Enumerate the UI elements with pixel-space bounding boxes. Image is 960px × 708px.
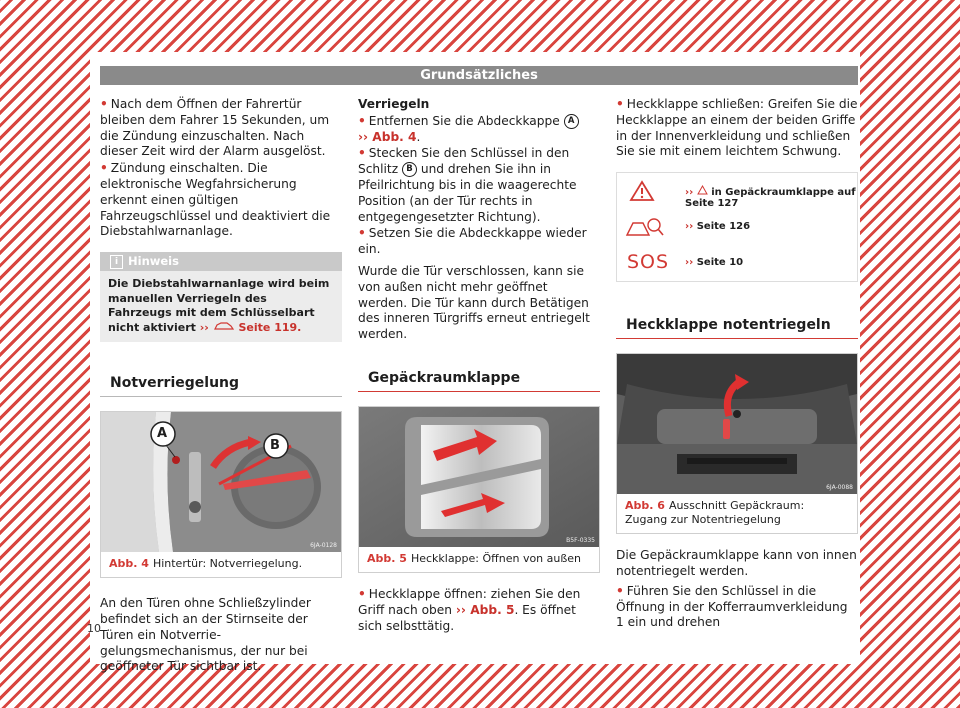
figure-marker-b: B <box>270 438 280 454</box>
warning-triangle-icon <box>697 185 708 195</box>
page-reference-link[interactable]: in Gepäckraumklappe auf Seite 127 <box>685 187 856 210</box>
hinweis-box <box>100 252 342 342</box>
figure-caption: Abb. 5 Heckklappe: Öffnen von außen <box>367 551 582 565</box>
figure-4 <box>100 411 342 578</box>
step-item: • Stecken Sie den Schlüssel in den Schlitz B und drehen Sie ihn in Pfeilrichtung bis in die waagerechte Position (an der Tür rechts in entgegengesetzter Richtung). <box>358 146 577 224</box>
paragraph: Wurde die Tür verschlossen, kann sie von außen nicht mehr geöffnet werden. Die Tür kann durch Betätigen des inneren Türgriffs erneut entriegelt werden. <box>358 263 590 342</box>
bullet-item: • Führen Sie den Schlüssel in die Öffnung in der Kofferraumverkleidung 1 ein und drehen <box>616 583 848 630</box>
warning-triangle-icon <box>629 180 655 202</box>
bullet-item: • Heckklappe schließen: Greifen Sie die Heckklappe an einem der beiden Griffe in der Innenverkleidung und schließen Sie sie mit einem leichtem Schwung. <box>616 97 858 159</box>
marker-b: B <box>402 162 417 177</box>
figure-caption: Abb. 4 Hintertür: Notverriegelung. <box>109 557 303 571</box>
door-lock-image: 6JA-0128 A B <box>101 412 341 552</box>
figure-marker-a: A <box>157 426 168 442</box>
paragraph: An den Türen ohne Schließzylinder befindet sich an der Stirnseite der Türen ein Notverriegelungsmechanismus, der nur bei geöffneter Tür sichtbar ist. <box>100 596 311 674</box>
page-number: 10 <box>87 622 101 635</box>
trunk-image: 6JA-0088 <box>617 354 857 494</box>
page-reference-link[interactable]: Seite 119. <box>238 320 302 334</box>
warning-reference: ›› in Gepäckraumklappe auf Seite 127 <box>617 173 857 209</box>
page-header: Grundsätzliches <box>100 66 858 85</box>
environment-reference: ›› Seite 126 <box>617 209 857 245</box>
section-title-notentriegeln: Heckklappe notentriegeln <box>616 317 858 339</box>
hinweis-text: Die Diebstahlwarnanlage wird beim manuellen Verriegeln des Fahrzeugs mit dem Schlüsselbart nicht aktiviert ›› Seite 119. <box>108 277 330 334</box>
figure-reference-link[interactable]: ›› Abb. 4 <box>358 129 417 144</box>
figure-6 <box>616 353 858 534</box>
section-title-notverriegelung: Notverriegelung <box>100 375 342 397</box>
section-title-gepaeckraumklappe: Gepäckraumklappe <box>358 370 600 392</box>
car-icon <box>213 321 235 331</box>
bullet-item: • Zündung einschalten. Die elektronische Wegfahrsicherung erkennt einen gültigen Fahrzeugschlüssel und deaktiviert die Diebstahlwarnanlage. <box>100 161 331 239</box>
seat-logo-image: B5F-0335 <box>359 407 599 547</box>
sos-icon: SOS <box>627 251 670 274</box>
sos-reference: SOS ›› Seite 10 <box>627 251 744 274</box>
reference-box <box>616 172 858 282</box>
info-icon: i <box>110 255 123 269</box>
page-reference-link[interactable]: Seite 126 <box>696 221 751 233</box>
page-reference-link[interactable]: Seite 10 <box>696 257 744 269</box>
step-item: • Entfernen Sie die Abdeckkappe A ›› Abb. 4. <box>358 114 600 146</box>
column-middle <box>358 97 600 635</box>
step-item: • Setzen Sie die Abdeckkappe wieder ein. <box>358 226 587 257</box>
figure-reference-link[interactable]: ›› Abb. 5 <box>455 602 515 617</box>
column-left <box>100 97 342 679</box>
bullet-item: • Nach dem Öffnen der Fahrertür bleiben dem Fahrer 15 Sekunden, um die Zündung einzuschalten. Nach dieser Zeit wird der Alarm ausgelöst. <box>100 97 330 159</box>
hinweis-header: i Hinweis <box>100 252 342 271</box>
subheading-verriegeln: Verriegeln <box>358 97 430 111</box>
column-right <box>616 97 858 632</box>
environment-icon <box>625 215 665 239</box>
bullet-item: • Heckklappe öffnen: ziehen Sie den Griff nach oben ›› Abb. 5. Es öffnet sich selbsttätig. <box>358 586 581 633</box>
manual-page <box>87 52 860 674</box>
paragraph: Die Gepäckraumklappe kann von innen notentriegelt werden. <box>616 548 857 578</box>
marker-a: A <box>564 114 579 129</box>
figure-5 <box>358 406 600 573</box>
figure-caption: Abb. 6 Ausschnitt Gepäckraum: Zugang zur Notentriegelung <box>625 499 805 527</box>
